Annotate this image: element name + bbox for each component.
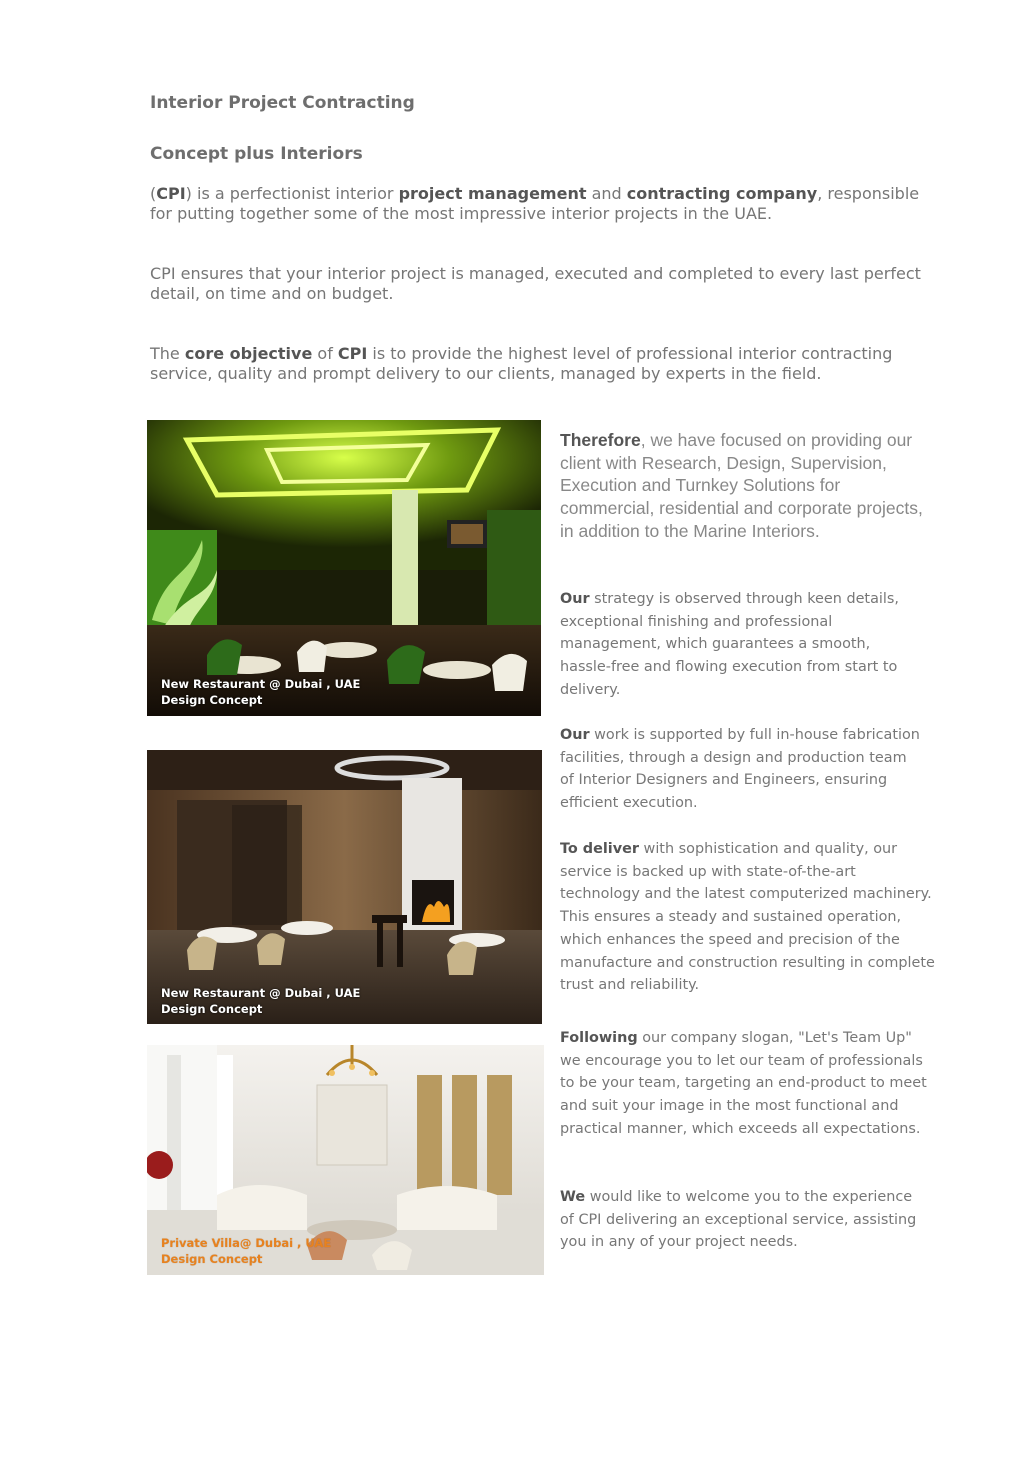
intro-paragraph-2: CPI ensures that your interior project is managed, executed and completed to every last perfect detail, on time and on budget.: [150, 264, 921, 303]
side-paragraph-deliver: To deliver with sophistication and quality, our service is backed up with state-of-the-art technology and the latest computerized machinery. This ensures a steady and sustained operation, which enhances the speed and precision of the manufacture and construction resulting in complete trust and reliability.: [560, 841, 935, 994]
page-title: Interior Project Contracting: [150, 93, 415, 113]
photo-1-caption-line-1: New Restaurant @ Dubai , UAE: [161, 677, 361, 691]
restaurant-photo-fireplace: [147, 750, 542, 1024]
side-paragraph-strategy: Our strategy is observed through keen details, exceptional finishing and professional management, which guarantees a smooth, hassle-free and flowing execution from start to delivery.: [560, 591, 899, 698]
intro-paragraph-1: (CPI) is a perfectionist interior project management and contracting company, responsible for putting together some of the most impressive interior projects in the UAE.: [150, 184, 920, 223]
restaurant-green-illustration: [147, 420, 541, 716]
photo-2-caption-line-2: Design Concept: [161, 1002, 263, 1016]
photo-2-caption-line-1: New Restaurant @ Dubai , UAE: [161, 986, 361, 1000]
photo-3-caption-line-2: Design Concept: [161, 1252, 263, 1266]
photo-3-caption-line-1: Private Villa@ Dubai , UAE: [161, 1236, 332, 1250]
side-paragraph-therefore: Therefore, we have focused on providing our client with Research, Design, Supervision, Execution and Turnkey Solutions for commercial, residential and corporate projects, in addition to the Marine Interiors.: [560, 430, 923, 541]
side-paragraph-work: Our work is supported by full in-house fabrication facilities, through a design and production team of Interior Designers and Engineers, ensuring efficient execution.: [560, 727, 920, 812]
restaurant-fireplace-illustration: [147, 750, 542, 1024]
villa-photo-living-room: [147, 1045, 544, 1275]
photo-1-caption-line-2: Design Concept: [161, 693, 263, 707]
intro-paragraph-3: The core objective of CPI is to provide the highest level of professional interior contracting service, quality and prompt delivery to our clients, managed by experts in the field.: [150, 344, 893, 383]
company-subtitle: Concept plus Interiors: [150, 144, 363, 164]
side-paragraph-welcome: We would like to welcome you to the experience of CPI delivering an exceptional service, assisting you in any of your project needs.: [560, 1189, 917, 1251]
side-paragraph-following: Following our company slogan, "Let's Team Up" we encourage you to let our team of professionals to be your team, targeting an end-product to meet and suit your image in the most functional and practical manner, which exceeds all expectations.: [560, 1030, 927, 1137]
restaurant-photo-green: [147, 420, 541, 716]
